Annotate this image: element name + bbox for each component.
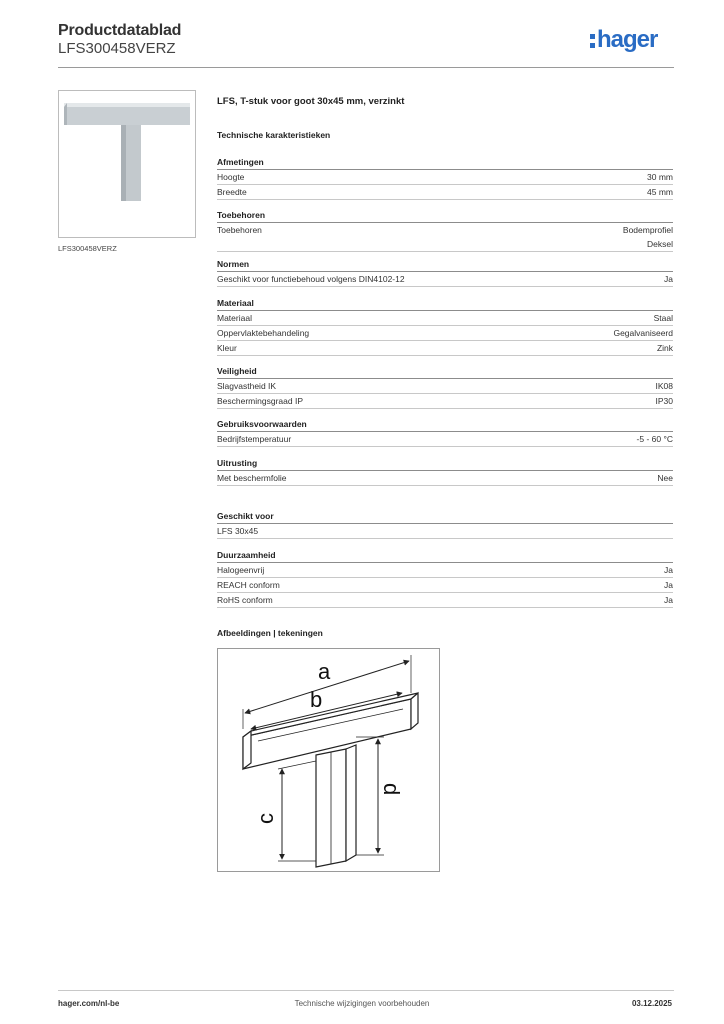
section-heading: Geschikt voor — [217, 509, 673, 524]
spec-value: 30 mm — [647, 172, 673, 182]
spec-row — [217, 471, 673, 486]
footer-website-link[interactable]: hager.com/nl-be — [58, 999, 120, 1008]
spec-value: Ja — [664, 595, 673, 605]
spec-label: Bedrijfstemperatuur — [217, 434, 292, 444]
section-materiaal — [217, 296, 673, 356]
hager-logo[interactable] — [590, 26, 674, 54]
spec-value: Ja — [664, 274, 673, 284]
section-uitrusting — [217, 456, 673, 486]
section-afmetingen — [217, 155, 673, 200]
spec-row — [217, 563, 673, 578]
dimension-label-c: c — [253, 813, 278, 824]
product-thumbnail — [58, 90, 196, 238]
spec-row — [217, 311, 673, 326]
logo-dots-icon — [590, 34, 595, 48]
spec-label: Halogeenvrij — [217, 565, 265, 575]
spec-row — [217, 170, 673, 185]
spec-value: Gegalvaniseerd — [613, 328, 673, 338]
spec-label: Geschikt voor functiebehoud volgens DIN4102-12 — [217, 274, 405, 284]
section-duurzaamheid — [217, 548, 673, 608]
spec-row — [217, 394, 673, 409]
spec-value: -5 - 60 °C — [636, 434, 673, 444]
spec-value: Ja — [664, 565, 673, 575]
spec-label: Slagvastheid IK — [217, 381, 277, 391]
section-gebruiksvoorwaarden — [217, 417, 673, 447]
spec-label: Breedte — [217, 187, 247, 197]
spec-label: LFS 30x45 — [217, 526, 259, 536]
spec-label: Materiaal — [217, 313, 252, 323]
spec-row — [217, 593, 673, 608]
spec-label: Kleur — [217, 343, 237, 353]
spec-value: Zink — [656, 343, 673, 353]
spec-label: REACH conform — [217, 580, 280, 590]
dimension-label-b: b — [310, 687, 323, 712]
images-heading: Afbeeldingen | tekeningen — [217, 628, 323, 638]
spec-row — [217, 272, 673, 287]
section-heading: Afmetingen — [217, 155, 673, 170]
spec-row — [217, 432, 673, 447]
section-heading: Toebehoren — [217, 208, 673, 223]
spec-row — [217, 326, 673, 341]
section-heading: Gebruiksvoorwaarden — [217, 417, 673, 432]
spec-label: Toebehoren — [217, 225, 262, 235]
logo-text: hager — [597, 26, 658, 53]
spec-value: Ja — [664, 580, 673, 590]
spec-row — [217, 578, 673, 593]
spec-value-line: Bodemprofiel — [622, 225, 673, 235]
spec-value: IK08 — [655, 381, 673, 391]
tech-heading: Technische karakteristieken — [217, 130, 331, 140]
spec-row — [217, 223, 673, 252]
spec-value — [623, 223, 673, 251]
technical-drawing — [217, 648, 440, 872]
dimension-label-a: a — [318, 659, 331, 684]
section-toebehoren — [217, 208, 673, 252]
spec-value: 45 mm — [647, 187, 673, 197]
spec-row — [217, 379, 673, 394]
section-heading: Uitrusting — [217, 456, 673, 471]
footer-disclaimer: Technische wijzigingen voorbehouden — [294, 999, 430, 1008]
page-title: Productdatablad — [58, 22, 182, 39]
section-veiligheid — [217, 364, 673, 409]
spec-label: Hoogte — [217, 172, 245, 182]
section-normen — [217, 257, 673, 287]
spec-value: Staal — [653, 313, 673, 323]
thumbnail-caption: LFS300458VERZ — [58, 244, 117, 253]
product-code: LFS300458VERZ — [58, 40, 176, 57]
footer-date: 03.12.2025 — [631, 999, 672, 1008]
dimension-label-d: d — [379, 783, 404, 796]
section-heading: Duurzaamheid — [217, 548, 673, 563]
spec-label: Met beschermfolie — [217, 473, 287, 483]
spec-row — [217, 341, 673, 356]
footer-divider — [58, 990, 674, 991]
spec-row — [217, 524, 673, 539]
spec-value: Nee — [657, 473, 673, 483]
section-heading: Materiaal — [217, 296, 673, 311]
header-divider — [58, 67, 674, 68]
product-name: LFS, T-stuk voor goot 30x45 mm, verzinkt — [217, 96, 405, 107]
spec-label: Beschermingsgraad IP — [217, 396, 303, 406]
spec-value: IP30 — [655, 396, 673, 406]
section-heading: Veiligheid — [217, 364, 673, 379]
spec-label: Oppervlaktebehandeling — [217, 328, 310, 338]
spec-label: RoHS conform — [217, 595, 273, 605]
spec-value-line: Deksel — [647, 239, 673, 249]
spec-row — [217, 185, 673, 200]
section-geschikt-voor — [217, 509, 673, 539]
section-heading: Normen — [217, 257, 673, 272]
